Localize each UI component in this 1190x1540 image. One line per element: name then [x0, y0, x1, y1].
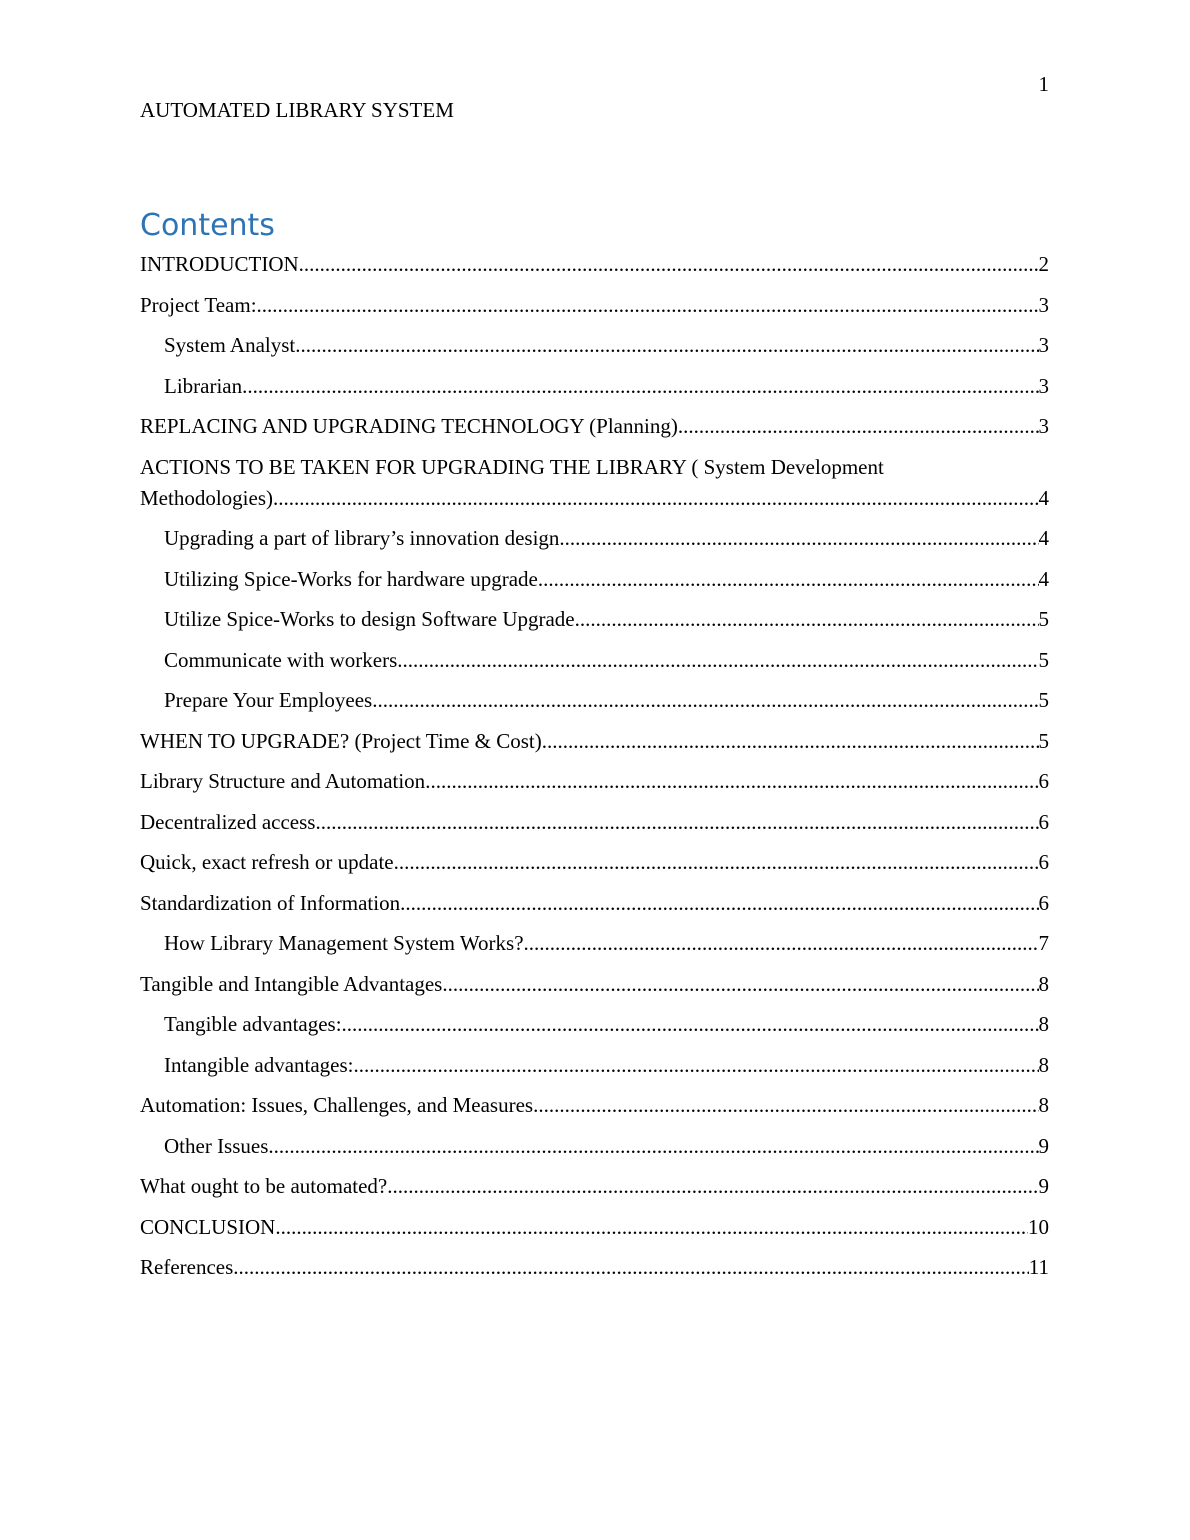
toc-entry-title: Automation: Issues, Challenges, and Measures: [140, 1093, 534, 1117]
toc-entry-page: 6: [1038, 769, 1049, 793]
toc-entry-page: 8: [1038, 1093, 1049, 1117]
toc-entry[interactable]: [140, 1010, 1049, 1051]
toc-entry-title: Librarian: [164, 373, 243, 398]
toc-entry-title: Prepare Your Employees: [164, 688, 373, 712]
toc-entry-page: 3: [1038, 333, 1049, 357]
dot-leader: [233, 1253, 1028, 1281]
dot-leader: [273, 484, 1039, 512]
toc-entry-title: System Analyst: [164, 333, 296, 357]
dot-leader: [575, 605, 1039, 633]
toc-entry-page: 3: [1038, 373, 1049, 398]
toc-entry-title: Library Structure and Automation: [140, 769, 426, 793]
toc-entry-title: References: [140, 1255, 234, 1279]
toc-entry[interactable]: [140, 524, 1049, 565]
dot-leader: [295, 331, 1038, 359]
dot-leader: [425, 767, 1038, 795]
dot-leader: [372, 686, 1038, 714]
toc-entry-title: Project Team:: [140, 292, 257, 317]
toc-entry-title: Standardization of Information: [140, 890, 401, 915]
toc-entry[interactable]: [140, 1132, 1049, 1173]
toc-entry[interactable]: [140, 686, 1049, 727]
toc-entry-page: 5: [1038, 647, 1049, 672]
toc-entry[interactable]: [140, 331, 1049, 372]
toc-entry-page: 4: [1038, 526, 1049, 550]
toc-entry[interactable]: [140, 1253, 1049, 1294]
toc-entry[interactable]: [140, 1091, 1049, 1132]
toc-entry-page: 7: [1038, 931, 1049, 955]
dot-leader: [268, 1132, 1038, 1160]
dot-leader: [299, 250, 1039, 278]
toc-entry-title: Quick, exact refresh or update: [140, 850, 394, 874]
toc-entry[interactable]: [140, 808, 1049, 849]
toc-entry[interactable]: [140, 929, 1049, 970]
toc-entry-title: WHEN TO UPGRADE? (Project Time & Cost): [140, 728, 542, 753]
toc-entry[interactable]: [140, 848, 1049, 889]
toc-entry[interactable]: [140, 767, 1049, 808]
toc-entry-title: Communicate with workers: [164, 647, 398, 672]
page-number: 1: [1038, 72, 1049, 96]
dot-leader: [678, 412, 1039, 440]
dot-leader: [400, 889, 1038, 917]
table-of-contents: [140, 250, 1049, 1294]
toc-entry-title: Intangible advantages:: [164, 1052, 354, 1077]
dot-leader: [442, 970, 1038, 998]
dot-leader: [559, 524, 1038, 552]
toc-entry-title: How Library Management System Works?: [164, 931, 524, 955]
dot-leader: [242, 372, 1038, 400]
toc-entry-title: Tangible and Intangible Advantages: [140, 971, 443, 996]
toc-entry[interactable]: [140, 646, 1049, 687]
toc-entry[interactable]: [140, 1051, 1049, 1092]
toc-entry-page: 6: [1038, 809, 1049, 834]
dot-leader: [542, 727, 1039, 755]
dot-leader: [397, 646, 1038, 674]
toc-entry-page: 5: [1038, 607, 1049, 631]
toc-entry-page: 5: [1038, 728, 1049, 753]
dot-leader: [394, 848, 1039, 876]
toc-entry[interactable]: [140, 484, 1049, 525]
toc-entry-title: INTRODUCTION: [140, 252, 299, 276]
dot-leader: [533, 1091, 1038, 1119]
toc-entry-title: Decentralized access: [140, 809, 316, 834]
toc-entry-page: 9: [1038, 1174, 1049, 1198]
toc-entry-line[interactable]: ACTIONS TO BE TAKEN FOR UPGRADING THE LIBRARY ( System Development: [140, 454, 884, 479]
running-header: AUTOMATED LIBRARY SYSTEM: [140, 98, 454, 122]
toc-entry-page: 11: [1028, 1255, 1049, 1279]
dot-leader: [538, 565, 1039, 593]
toc-entry-title: REPLACING AND UPGRADING TECHNOLOGY (Planning): [140, 414, 678, 438]
toc-entry-title: Utilize Spice-Works to design Software Upgrade: [164, 607, 575, 631]
dot-leader: [354, 1051, 1039, 1079]
toc-entry-page: 6: [1038, 850, 1049, 874]
toc-entry-title: What ought to be automated?: [140, 1174, 388, 1198]
toc-entry-page: 2: [1038, 252, 1049, 276]
toc-entry-page: 6: [1038, 890, 1049, 915]
toc-entry[interactable]: [140, 565, 1049, 606]
toc-entry-page: 4: [1038, 566, 1049, 591]
toc-entry-page: 4: [1038, 485, 1049, 510]
toc-entry[interactable]: [140, 1213, 1049, 1254]
toc-entry[interactable]: [140, 250, 1049, 291]
dot-leader: [315, 808, 1038, 836]
dot-leader: [524, 929, 1039, 957]
toc-entry-page: 9: [1038, 1133, 1049, 1158]
dot-leader: [275, 1213, 1028, 1241]
toc-entry-title: Other Issues: [164, 1133, 269, 1158]
toc-entry[interactable]: [140, 1172, 1049, 1213]
toc-entry-page: 5: [1038, 688, 1049, 712]
toc-entry-title: CONCLUSION: [140, 1214, 276, 1239]
toc-entry-page: 10: [1028, 1214, 1049, 1239]
toc-entry-page: 8: [1038, 1052, 1049, 1077]
toc-entry-page: 3: [1038, 292, 1049, 317]
toc-entry[interactable]: [140, 412, 1049, 453]
toc-entry[interactable]: [140, 372, 1049, 413]
toc-entry[interactable]: [140, 727, 1049, 768]
toc-entry[interactable]: [140, 970, 1049, 1011]
toc-entry[interactable]: [140, 605, 1049, 646]
toc-entry-title: Utilizing Spice-Works for hardware upgrade: [164, 566, 538, 591]
toc-entry-title: Methodologies): [140, 485, 273, 510]
toc-entry-page: 8: [1038, 1012, 1049, 1036]
toc-entry-title: Tangible advantages:: [164, 1012, 342, 1036]
toc-entry-page: 3: [1038, 414, 1049, 438]
toc-entry-title: Upgrading a part of library’s innovation design: [164, 526, 560, 550]
toc-entry-page: 8: [1038, 971, 1049, 996]
dot-leader: [257, 291, 1039, 319]
toc-entry[interactable]: [140, 291, 1049, 332]
dot-leader: [387, 1172, 1038, 1200]
dot-leader: [342, 1010, 1039, 1038]
contents-heading: Contents: [140, 208, 275, 243]
toc-entry[interactable]: [140, 889, 1049, 930]
